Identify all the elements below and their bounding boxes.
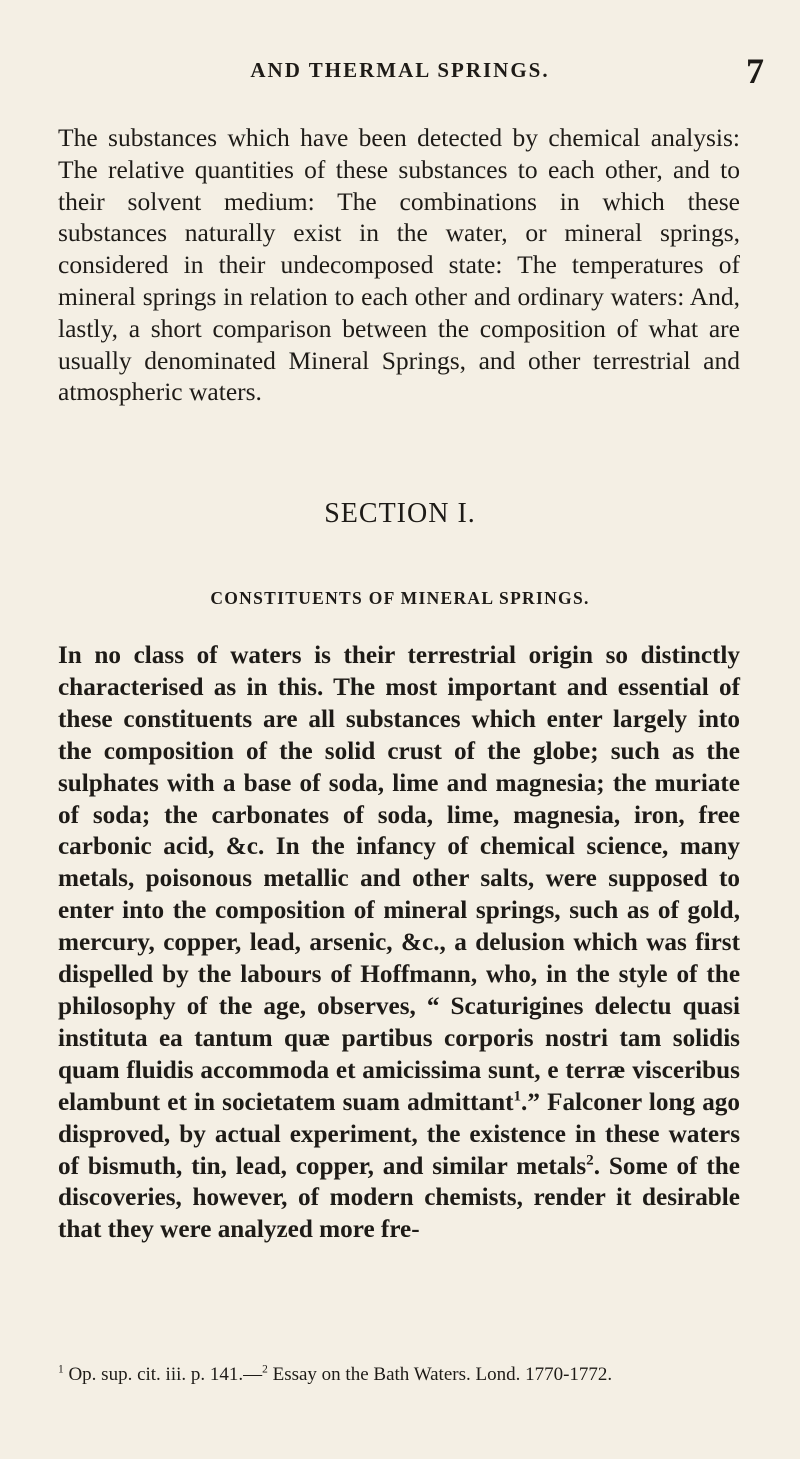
footnote-text-2: Essay on the Bath Waters. Lond. 1770-1772.: [272, 1364, 613, 1385]
footnote-marker-1: 1: [58, 1363, 64, 1376]
body-text-part-3: . Some of the discoveries, however, of modern chemists, render it desirable that they were analyzed more fre-: [58, 1152, 740, 1244]
section-subtitle: CONSTITUENTS OF MINERAL SPRINGS.: [210, 588, 590, 608]
section-title: SECTION I.: [324, 498, 476, 529]
footnote-marker-2: 2: [262, 1363, 268, 1376]
footnote-text-1: Op. sup. cit. iii. p. 141.—: [68, 1364, 263, 1385]
page-number: 7: [746, 51, 764, 91]
footnotes: [58, 1365, 740, 1385]
body-paragraph: [58, 640, 740, 1246]
footnote-ref-2: 2: [586, 1152, 594, 1169]
footnote-ref-1: 1: [513, 1088, 522, 1105]
intro-paragraph: The substances which have been detected by chemical analysis: The relative quantities of these substances to each other, and to their solvent medium: The combinations in which these substances naturally exist in the water, or mineral springs, considered in their undecomposed state: The temperatures of mineral springs in relation to each other and ordinary waters: And, lastly, a short comparison between the composition of what are usually denominated Mineral Springs, and other terrestrial and atmospheric waters.: [58, 123, 740, 407]
body-text-part-2: .” Falconer long ago disproved, by actual experiment, the existence in these waters of bismuth, tin, lead, copper, and similar metals: [58, 1088, 740, 1180]
running-head: AND THERMAL SPRINGS.: [250, 58, 550, 82]
body-text-part-1: In no class of waters is their terrestrial origin so distinctly characterised as in this. The most important and essential of these constituents are all substances which enter largely into the composition of the solid crust of the globe; such as the sulphates with a base of soda, lime and magnesia; the muriate of soda; the carbonates of soda, lime, magnesia, iron, free carbonic acid, &c. In the infancy of chemical science, many metals, poisonous metallic and other salts, were supposed to enter into the composition of mineral springs, such as of gold, mercury, copper, lead, arsenic, &c., a delusion which was first dispelled by the labours of Hoffmann, who, in the style of the philosophy of the age, observes, “ Scaturigines delectu quasi instituta ea tantum quæ partibus corporis nostri tam solidis quam fluidis accommoda et amicissima sunt, e terræ visceribus elambunt et in societatem suam admittant: [58, 642, 740, 1116]
